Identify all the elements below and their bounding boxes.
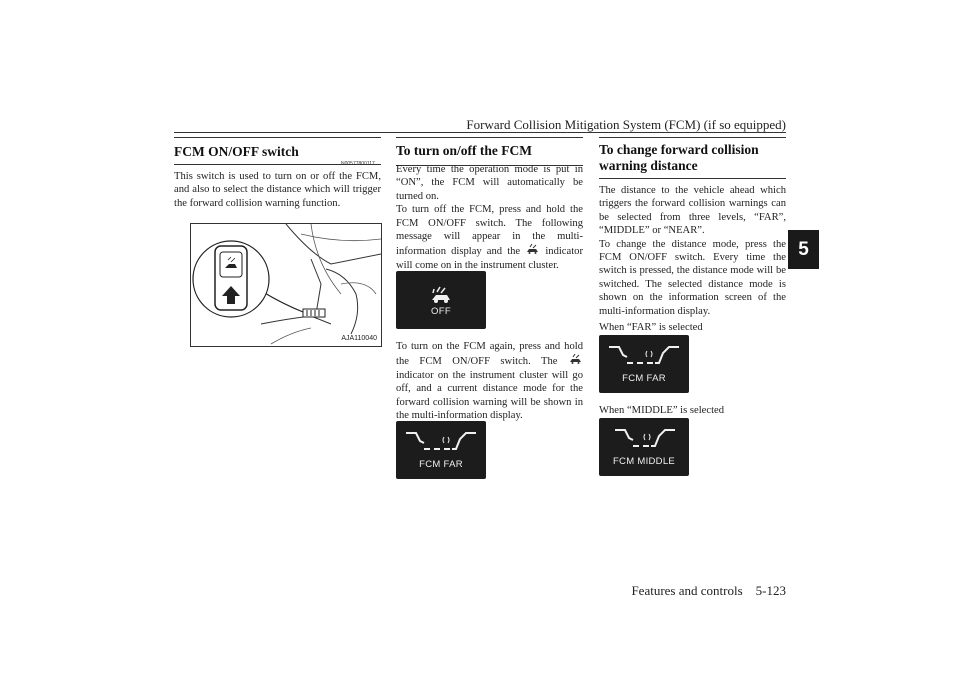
display-middle-label: FCM MIDDLE [612, 456, 676, 467]
display-off-label: OFF [431, 306, 451, 317]
col3-para1: The distance to the vehicle ahead which triggers the forward collision warnings can be selected from three levels, “FAR”, “MIDDLE” or “NEAR”. [599, 185, 786, 237]
distance-middle-icon [607, 424, 681, 452]
col2-para1: Every time the operation mode is put in “ON”, the FCM will automatically be turned on. [396, 164, 583, 202]
footer-section: Features and controls [631, 583, 743, 598]
col2-text-a [396, 163, 583, 272]
label-middle: When “MIDDLE” is selected [599, 405, 725, 416]
col1-intro: This switch is used to turn on or off the FCM, and also to select the distance which will trigger the forward collision warning function. [174, 171, 381, 209]
col2-para2b: indicator will come on in the instrument cluster. [396, 246, 583, 271]
col2-text-b [396, 340, 583, 422]
display-fcm-middle [599, 418, 689, 476]
display-far-label: FCM FAR [419, 459, 463, 470]
fcm-off-indicator-icon [568, 353, 583, 366]
section-title-fcm-switch: FCM ON/OFF switch [174, 144, 299, 159]
col2-para3b: indicator on the instrument cluster will go off, and a current distance mode for the forward collision warning will be shown in the multi-information display. [396, 369, 583, 422]
chapter-tab: 5 [788, 230, 819, 269]
page-footer [631, 583, 786, 599]
label-far: When “FAR” is selected [599, 322, 703, 333]
doc-code: N00577800117 [341, 161, 375, 167]
display-fcm-far-col2 [396, 421, 486, 479]
header-rule [174, 132, 786, 133]
distance-far-icon [404, 427, 478, 455]
display-fcm-far-col3 [599, 335, 689, 393]
section-title-turn-on-off: To turn on/off the FCM [396, 143, 533, 158]
col2-para2a: To turn off the FCM, press and hold the FCM ON/OFF switch. The following message will appear in the multi-information display and the [396, 204, 583, 258]
col3-para2: To change the distance mode, press the FCM ON/OFF switch. Every time the switch is pressed, the distance mode will be switched. The selected distance mode is shown on the information screen of the multi-information display. [599, 238, 786, 317]
col2-para3a: To turn on the FCM again, press and hold the FCM ON/OFF switch. The [396, 341, 583, 368]
dashboard-illustration [191, 224, 381, 346]
col3-section [599, 137, 786, 179]
running-header: Forward Collision Mitigation System (FCM) (if so equipped) [466, 117, 786, 132]
distance-far-icon [607, 341, 681, 369]
display-far-label: FCM FAR [622, 373, 666, 384]
col3-text [599, 184, 786, 318]
col2-section [396, 137, 583, 166]
collision-warning-icon [428, 285, 454, 307]
fcm-switch-figure [190, 223, 382, 347]
fcm-off-indicator-icon [525, 243, 540, 256]
display-fcm-off [396, 271, 486, 329]
figure-code: AJA110040 [341, 335, 377, 342]
page-number: 5-123 [755, 583, 786, 598]
section-title-warning-distance: To change forward collision warning distance [599, 142, 759, 173]
